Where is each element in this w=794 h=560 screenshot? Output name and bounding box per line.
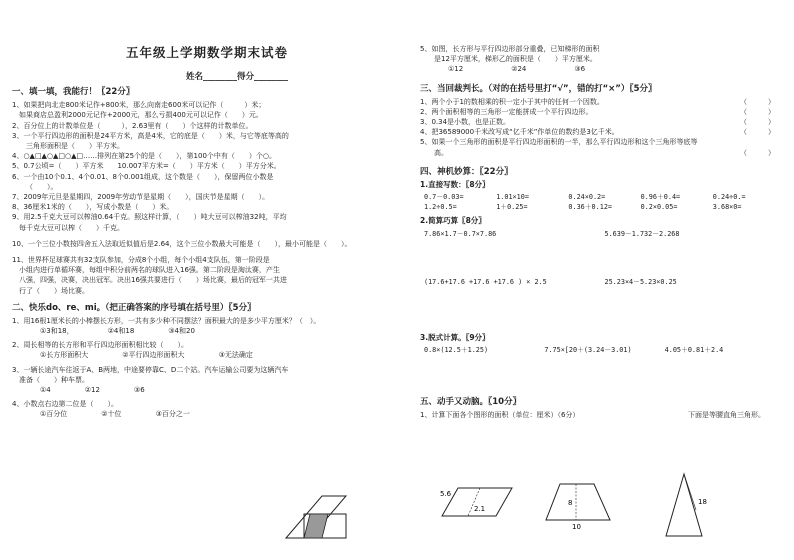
left-column — [12, 0, 402, 420]
answer-bracket[interactable]: （ ） — [740, 118, 775, 127]
judge-item: 4、把36589000千米改写成“亿千米”作单位的数约是3亿千米。 （ ） — [420, 128, 775, 137]
judge-item: 2、两个面积相等的三角形一定能拼成一个平行四边形。 （ ） — [420, 107, 775, 116]
calc-item: 7.75×[20＋(3.24－3.01) — [544, 346, 632, 355]
option[interactable]: ③4和20 — [168, 327, 195, 336]
calc-item: 7.86×1.7－0.7×7.86 — [424, 229, 497, 238]
calc-item: 0.24×0.2= — [568, 193, 606, 202]
question-line: 行了（ ）场比赛。 — [12, 286, 89, 295]
question-line: 小组内进行单循环赛，每组中积分前两名的球队进入16强。第二阶段是淘汰赛，产生 — [12, 266, 280, 275]
work-space[interactable] — [420, 239, 785, 277]
question-line: 2、百分位上的计数单位是（ ），2.63里有（ ）个这样的计数单位。 — [12, 121, 253, 130]
section4-heading: 四、神机妙算：〖22分〗 — [420, 166, 513, 177]
calc-item: 1＋0.25= — [496, 203, 528, 212]
option[interactable]: ③无法确定 — [218, 351, 253, 360]
trapezoid-figure — [538, 478, 618, 530]
judge-item-cont: 高。 （ ） — [434, 148, 775, 157]
answer-bracket[interactable]: （ ） — [740, 107, 775, 116]
triangle-label: 18 — [698, 498, 707, 506]
calc-item: 4.05＋0.81＋2.4 — [664, 346, 724, 355]
calc-item: (17.6+17.6 +17.6 +17.6 ) × 2.5 — [424, 277, 547, 286]
question-line: 10、一个三位小数按四舍五入法取近似值后是2.64，这个三位小数最大可能是（ ），最小可能是（ ）。 — [12, 239, 352, 248]
question-line: 5、0.7公顷=（ ）平方米 10.007平方米=（ ）平方米（ ）平方分米。 — [12, 162, 281, 171]
answer-bracket[interactable]: （ ） — [740, 97, 775, 106]
mc-question-3: 3、一辆长途汽车往返于A、B两地，中途要停靠C、D二个站。汽车运输公司要为这辆汽车 — [12, 365, 289, 374]
mc-options-1 — [12, 326, 402, 336]
question-line: 三角形面积是（ ）平方米。 — [26, 142, 124, 151]
calc-item: 3.68×0= — [712, 203, 742, 212]
question-line: 9、用2.5千克大豆可以榨油0.64千克。照这样计算，（ ）吨大豆可以榨油32吨，平均 — [12, 213, 287, 222]
answer-bracket[interactable]: （ ） — [740, 128, 775, 137]
option[interactable]: ①12 — [448, 65, 464, 74]
section2-heading: 二、快乐do、re、mi。（把正确答案的序号填在括号里）〖5分〗 — [12, 302, 256, 313]
name-score-line: 姓名________得分________ — [185, 72, 288, 82]
work-space[interactable] — [420, 287, 785, 331]
section1-items — [12, 100, 402, 296]
option[interactable]: ②4和18 — [107, 327, 135, 336]
judge-item: 1、两个小于1的数相乘的积一定小于其中的任何一个因数。 （ ） — [420, 97, 775, 106]
option[interactable]: ②平行四边形面积大 — [122, 351, 185, 360]
answer-bracket[interactable]: （ ） — [740, 148, 775, 157]
mc-options-4 — [12, 409, 402, 419]
calc-item: 5.639－1.732－2.268 — [604, 229, 680, 238]
question-line: 八强，四强，决赛，决出冠军。决出16强共要进行（ ）场比赛，最后的冠军一共进 — [12, 276, 287, 285]
question-line: 1、如果把向北走800米记作+800米，那么向南走600米可以记作（ ）米； — [12, 101, 266, 110]
step-calc-heading: 3.脱式计算。〖9分〗 — [420, 333, 490, 343]
question-line: 7、2009年元旦是星期四，2009年劳动节是星期（ ），国庆节是星期（ ）。 — [12, 193, 270, 202]
option[interactable]: ①长方形面积大 — [40, 351, 89, 360]
page-title: 五年级上学期数学期末试卷 — [125, 45, 288, 60]
calc-item: 0.96＋0.4= — [640, 193, 681, 202]
figure-question: 1、计算下面各个图形的面积（单位：厘米）（6分） — [420, 411, 580, 420]
question-line: 3、一个平行四边形的面积是24平方米，高是4米，它的底是（ ）米，与它等底等高的 — [12, 131, 289, 140]
parallelogram-figure — [440, 484, 520, 524]
simplify-row-1 — [420, 229, 785, 239]
work-space[interactable] — [420, 355, 785, 393]
direct-write-heading: 1.直接写数：〖8分〗 — [420, 179, 490, 189]
calc-item: 0.24÷0.= — [712, 193, 746, 202]
calc-item: 1.2÷0.5= — [424, 203, 457, 212]
para-base-label: 2.1 — [474, 505, 486, 513]
question-line: （ ）。 — [26, 182, 58, 191]
step-calc-row — [420, 345, 785, 355]
calc-item: 1.01×10= — [496, 193, 529, 202]
right-column — [420, 44, 785, 421]
mc-question-4: 4、小数点右边第二位是（ ）。 — [12, 400, 118, 409]
para-side-label: 5.6 — [440, 490, 452, 498]
simplify-row-2 — [420, 277, 785, 287]
mc-question-5b: 是12平方厘米，梯形乙的面积是（ ）平方厘米。 — [434, 55, 597, 64]
calc-item: 0.7－0.03= — [424, 193, 464, 202]
option[interactable]: ①百分位 — [40, 410, 68, 419]
question-line: 6、一个由10个0.1、4个0.01、8个0.001组成，这个数是（ ），保留两位小数是 — [12, 172, 274, 181]
option[interactable]: ③百分之一 — [155, 410, 190, 419]
judge-item: 5、如果一个三角形的面积是平行四边形面积的一半，那么平行四边形和这个三角形等底等 — [420, 138, 698, 147]
section1-heading: 一、填一填，我能行！〖22分〗 — [12, 87, 135, 98]
direct-write-grid — [420, 192, 785, 212]
mc-question-5: 5、如图，长方形与平行四边形部分重叠，已知梯形的面积 — [420, 45, 600, 53]
mc-options-2 — [12, 350, 402, 360]
option[interactable]: ①3和18， — [40, 327, 74, 336]
option[interactable]: ②十位 — [101, 410, 122, 419]
triangle-note: 下面是等腰直角三角形。 — [688, 411, 765, 420]
calc-item: 25.23×4－5.23×0.25 — [604, 277, 677, 286]
calc-item: 0.36＋0.12= — [568, 203, 613, 212]
overlap-figure — [282, 492, 352, 542]
option[interactable]: ①4 — [40, 386, 51, 395]
option[interactable]: ③6 — [133, 386, 145, 395]
option[interactable]: ②24 — [511, 65, 527, 74]
option[interactable]: ②12 — [84, 386, 100, 395]
question-line: 11、世界杯足球赛共有32支队参加，分成8个小组，每个小组4支队伍，第一阶段是 — [12, 256, 270, 265]
mc-question-2: 2、周长相等的长方形和平行四边形面积相比较（ ）。 — [12, 341, 188, 350]
mc-question-3b: 准备（ ）种车票。 — [12, 375, 89, 384]
simplify-heading: 2.简算巧算〖8分〗 — [420, 216, 486, 226]
trap-base-label: 10 — [572, 523, 581, 530]
judge-item: 3、0.34是小数，也是正数。 （ ） — [420, 118, 775, 127]
question-line: 8、36厘米1米的（ ），写成小数是（ ）米。 — [12, 203, 174, 212]
mc-options-5 — [420, 64, 785, 74]
section3-heading: 三、当回裁判长。（对的在括号里打“√”，错的打“×”）〖5分〗 — [420, 83, 657, 94]
calc-item: 0.2×0.05= — [640, 203, 678, 212]
mc-question-1: 1、用16根1厘米长的小棒摆长方形，一共有多少种不同摆法？面积最大的是多少平方厘米？（ ）。 — [12, 316, 321, 325]
question-line: 如果商店总盈利2000元记作+2000元，那么亏损400元可以记作（ ）元。 — [12, 111, 263, 120]
calc-item: 0.8×(12.5＋1.25) — [424, 346, 489, 355]
question-line: 每千克大豆可以榨（ ）千克。 — [12, 223, 124, 232]
question-line: 4、○▲□▲○▲□○▲□……排列在第25个的是（ ），第100个中有（ ）个○。 — [12, 152, 277, 161]
section5-heading: 五、动手又动脑。〖10分〗 — [420, 397, 522, 408]
right-triangle-figure — [660, 470, 710, 542]
section5-row — [420, 410, 785, 420]
option[interactable]: ③6 — [574, 65, 586, 74]
trap-height-label: 8 — [568, 499, 573, 507]
mc-options-3 — [12, 385, 402, 395]
